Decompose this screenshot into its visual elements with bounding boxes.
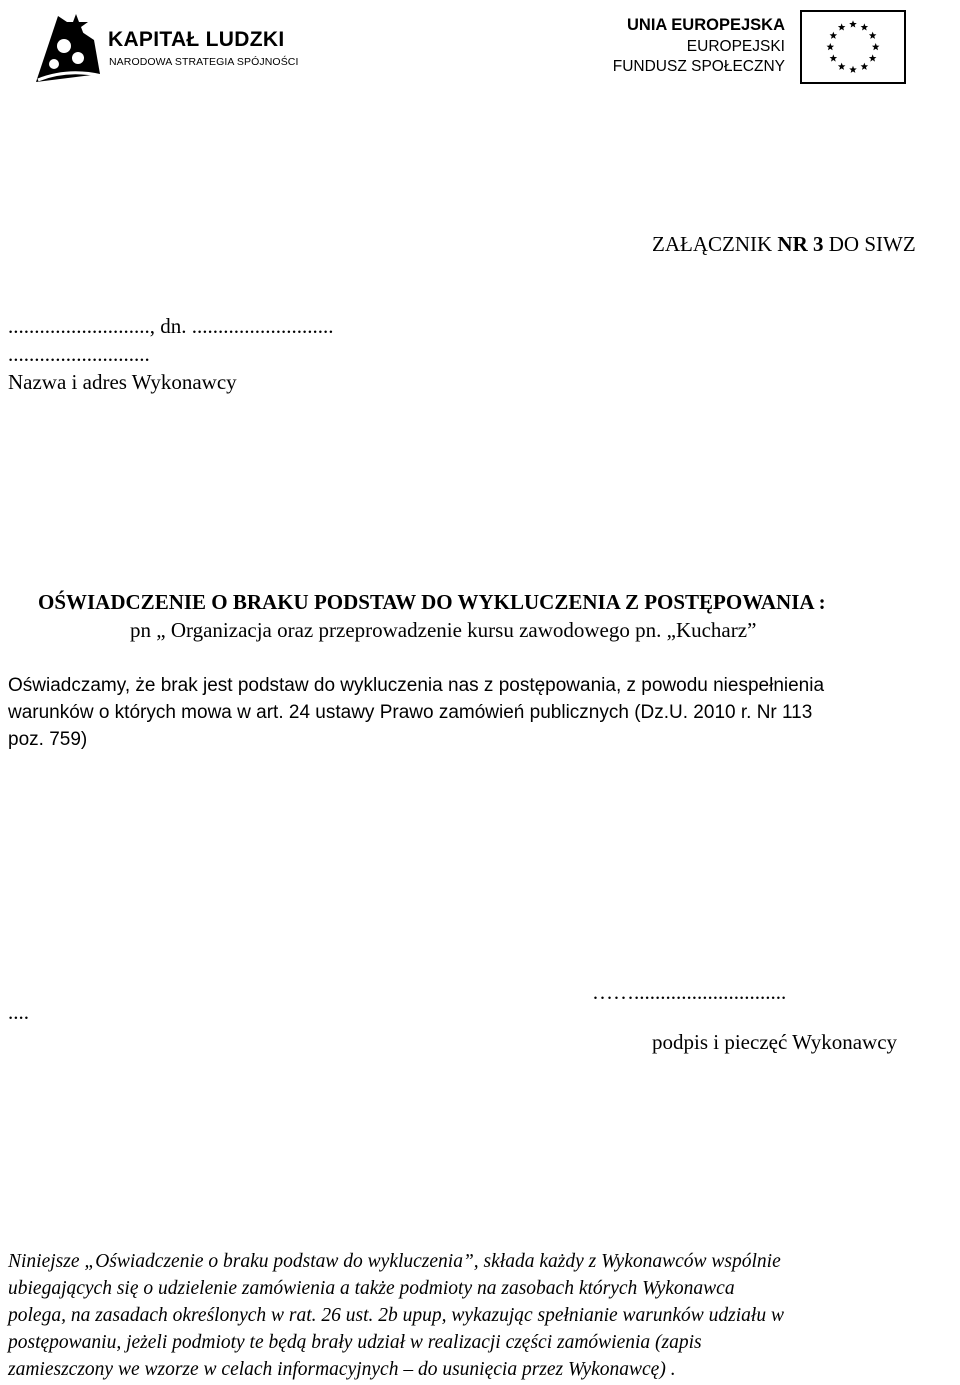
footnote-line-4: postępowaniu, jeżeli podmioty te będą brały udział w realizacji części zamówienia (zapis: [8, 1332, 702, 1353]
attachment-prefix: ZAŁĄCZNIK: [652, 232, 778, 256]
signature-left-dots: ....: [8, 1000, 29, 1024]
signature-right-dots: …….............................: [592, 980, 787, 1004]
footnote-line-1: Niniejsze „Oświadczenie o braku podstaw do wykluczenia”, składa każdy z Wykonawców wspólnie: [8, 1251, 781, 1272]
eu-star-icon: [869, 32, 877, 39]
contractor-dots: ...........................: [8, 342, 150, 366]
footnote-line-2: ubiegających się o udzielenie zamówienia a także podmioty na zasobach których Wykonawca: [8, 1278, 735, 1299]
statement-line-3: poz. 759): [8, 729, 88, 750]
attachment-number: NR 3: [777, 232, 824, 256]
eu-logo-line1: UNIA EUROPEJSKA: [627, 16, 785, 34]
kapital-ludzki-logo: [28, 10, 318, 90]
eu-star-icon: [861, 63, 869, 70]
contractor-label: Nazwa i adres Wykonawcy: [8, 370, 237, 394]
eu-star-icon: [838, 63, 846, 70]
footnote-line-3: polega, na zasadach określonych w rat. 26 ust. 2b upup, wykazując spełnianie warunków udziału w: [8, 1305, 784, 1326]
eu-star-icon: [830, 32, 838, 39]
statement-line-2: warunków o których mowa w art. 24 ustawy Prawo zamówień publicznych (Dz.U. 2010 r. Nr 113: [8, 702, 813, 723]
eu-star-icon: [838, 23, 846, 30]
kapital-ludzki-subtitle: NARODOWA STRATEGIA SPÓJNOŚCI: [109, 56, 299, 68]
place-date-line: ..........................., dn. ...........................: [8, 314, 334, 338]
eu-star-icon: [849, 66, 857, 73]
statement-line-1: Oświadczamy, że brak jest podstaw do wykluczenia nas z postępowania, z powodu niespełnienia: [8, 675, 825, 696]
signature-label: podpis i pieczęć Wykonawcy: [652, 1030, 898, 1054]
statement-title: OŚWIADCZENIE O BRAKU PODSTAW DO WYKLUCZENIA Z POSTĘPOWANIA :: [38, 590, 826, 614]
footnote-line-5: zamieszczony we wzorze w celach informacyjnych – do usunięcia przez Wykonawcę) .: [8, 1359, 676, 1380]
eu-star-icon: [830, 54, 838, 61]
eu-star-icon: [849, 20, 857, 27]
eu-star-icon: [827, 43, 835, 50]
eu-logo-line2: EUROPEJSKI: [686, 38, 785, 55]
statement-subject: pn „ Organizacja oraz przeprowadzenie kursu zawodowego pn. „Kucharz”: [130, 618, 757, 642]
eu-logo-line3: FUNDUSZ SPOŁECZNY: [612, 58, 785, 75]
eu-star-icon: [861, 23, 869, 30]
eu-star-icon: [872, 43, 880, 50]
eu-star-icon: [869, 54, 877, 61]
eu-flag-icon: [800, 10, 906, 84]
kapital-ludzki-title: KAPITAŁ LUDZKI: [108, 28, 285, 51]
kapital-ludzki-emblem-icon: [28, 10, 106, 90]
eu-logo: [612, 8, 928, 88]
attachment-label: [652, 234, 916, 255]
attachment-suffix: DO SIWZ: [823, 232, 916, 256]
